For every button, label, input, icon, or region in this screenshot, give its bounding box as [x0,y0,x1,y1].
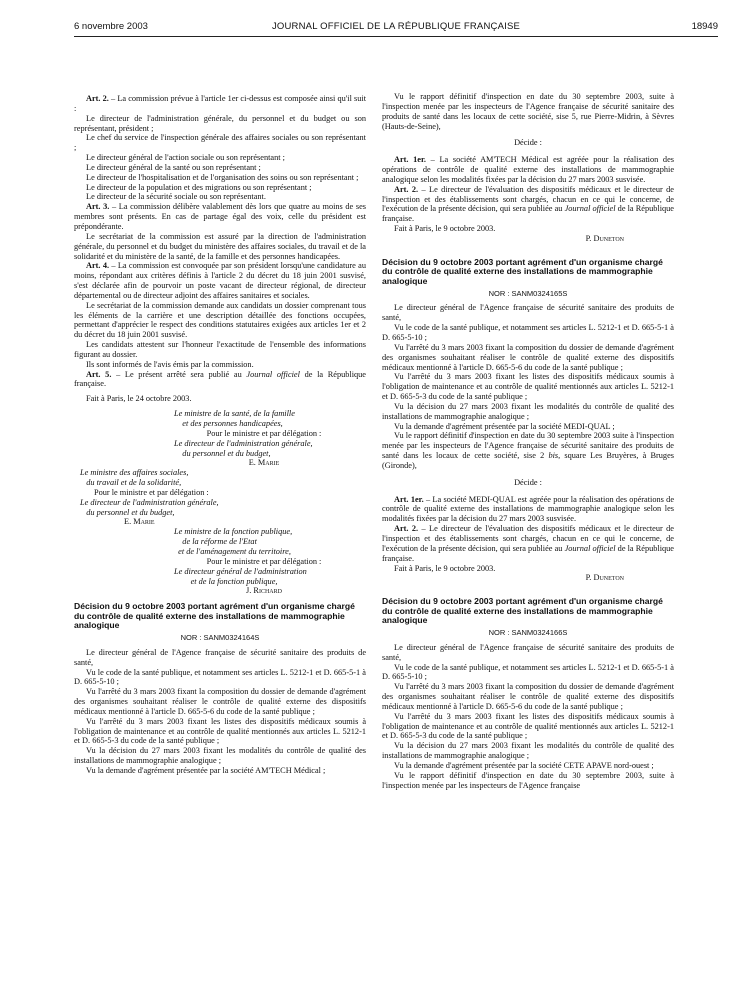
paragraph: Vu l'arrêté du 3 mars 2003 fixant la composition du dossier de demande d'agrément des organismes souhaitant réaliser le contrôle de qualité externe des dispositifs médicaux mentionné à l'article D. 665-5-6 du code de la santé publique ; [382,342,674,372]
signature-block-3: Le ministre de la fonction publique, de la réforme de l'Etat et de l'aménagement du territoire, Pour le ministre et par délégation : Le directeur général de l'administration et de la fonction publique, J. Richard [174,527,322,596]
member-item: Le directeur de l'administration générale, du personnel et du budget ou son représentant, président ; [74,113,366,133]
header-page-number: 18949 [691,21,718,32]
done-at: Fait à Paris, le 9 octobre 2003. [394,563,496,573]
right-column [382,92,674,791]
decision-title: Décision du 9 octobre 2003 portant agrément d'un organisme chargé du contrôle de qualité externe des installations de mammographie analogique [74,601,355,631]
article-2: Art. 2. – La commission prévue à l'article 1er ci-dessus est composée ainsi qu'il suit : [74,94,367,113]
paragraph: Vu la demande d'agrément présentée par la société AM'TECH Médical ; [86,765,326,775]
nor-reference: NOR : SANM0324164S [180,632,260,642]
paragraph: Vu la décision du 27 mars 2003 fixant les modalités du contrôle de qualité des installations de mammographie analogique ; [382,741,674,761]
paragraph: Vu la décision du 27 mars 2003 fixant les modalités du contrôle de qualité des installations de mammographie analogique ; [382,401,674,421]
article-3: Art. 3. – La commission délibère valablement dès lors que quatre au moins de ses membres sont présents. En cas de partage égal des voix, celle du président est prépondérante. [74,202,366,231]
article-2: Art. 2. – Le directeur de l'évaluation des dispositifs médicaux et le directeur de l'inspection et des établissements sont chargés, chacun en ce qui le concerne, de l'exécution de la présente décision, qui sera publiée au Journal officiel de la République française. [382,524,674,563]
decide-heading: Décide : [514,138,542,148]
nor-reference: NOR : SANM0324165S [488,288,568,298]
signature-block-1: Le ministre de la santé, de la famille et des personnes handicapées, Pour le ministre et par délégation : Le directeur de l'administration générale, du personnel et du budget, E. Marie [174,409,322,468]
paragraph: Le directeur général de l'Agence française de sécurité sanitaire des produits de santé, [382,303,674,323]
signature-block-2: Le ministre des affaires sociales, du travail et de la solidarité, Pour le ministre et par délégation : Le directeur de l'administration générale, du personnel et du budget, E. Marie [80,468,219,527]
paragraph: Vu le rapport définitif d'inspection en date du 30 septembre 2003 suite à l'inspection menée par les inspecteurs de l'Agence française de sécurité sanitaire des produits de santé dans les locaux de cette société, sise 2 bis, square Les Bruyères, à Bruges (Gironde), [382,431,674,470]
decision-title: Décision du 9 octobre 2003 portant agrément d'un organisme chargé du contrôle de qualité externe des installations de mammographie analogique [382,256,663,286]
paragraph: Vu la demande d'agrément présentée par la société MEDI-QUAL ; [394,421,615,431]
paragraph: Vu l'arrêté du 3 mars 2003 fixant les listes des dispositifs médicaux soumis à l'obligation de maintenance et au contrôle de qualité mentionnés aux articles L. 5212-1 et D. 665-5-3 du code de la santé publique ; [74,716,366,746]
decision-title: Décision du 9 octobre 2003 portant agrément d'un organisme chargé du contrôle de qualité externe des installations de mammographie analogique [382,596,663,626]
member-item: Le directeur de la sécurité sociale ou son représentant. [86,192,266,202]
header-date: 6 novembre 2003 [74,21,148,32]
paragraph: Vu le rapport définitif d'inspection en date du 30 septembre 2003, suite à l'inspection menée par les inspecteurs de l'Agence française de sécurité sanitaire des produits de santé dans les locaux de cette société, sise 5, rue Pierre-Midrin, à Sèvres (Hauts-de-Seine), [382,92,674,131]
done-at: Fait à Paris, le 9 octobre 2003. [394,224,496,234]
paragraph: Le directeur général de l'Agence française de sécurité sanitaire des produits de santé, [74,647,366,667]
paragraph: Vu le code de la santé publique, et notamment ses articles L. 5212-1 et D. 665-5-1 à D. 665-5-10 ; [382,662,674,682]
header-rule [74,36,718,37]
member-item: Le directeur de la population et des migrations ou son représentant ; [86,182,312,192]
paragraph: Vu le rapport définitif d'inspection en date du 30 septembre 2003, suite à l'inspection menée par les inspecteurs de l'Agence française [382,770,674,790]
paragraph: Vu le code de la santé publique, et notamment ses articles L. 5212-1 et D. 665-5-1 à D. 665-5-10 ; [382,323,674,342]
article-2: Art. 2. – Le directeur de l'évaluation des dispositifs médicaux et le directeur de l'inspection et des établissements sont chargés, chacun en ce qui le concerne, de l'exécution de la présente décision, qui sera publiée au Journal officiel de la République française. [382,184,674,224]
page-header [74,21,718,35]
paragraph: Le directeur général de l'Agence française de sécurité sanitaire des produits de santé, [382,642,674,662]
done-at: Fait à Paris, le 24 octobre 2003. [86,394,192,404]
paragraph: Vu l'arrêté du 3 mars 2003 fixant les listes des dispositifs médicaux soumis à l'obligation de maintenance et au contrôle de qualité mentionnés aux articles L. 5212-1 et D. 665-5-3 du code de la santé publique ; [382,372,674,402]
article-1: Art. 1er. – La société AM'TECH Médical est agréée pour la réalisation des opérations de contrôle de qualité externe des installations de mammographie analogique selon les modalités fixées par la décision du 27 mars 2003 susvisée. [382,155,674,184]
article-4: Art. 4. – La commission est convoquée par son président lorsqu'une candidature au moins, répondant aux critères définis à l'article 2 du décret du 18 juin 2001 susvisé, s'est déclarée afin de pourvoir un poste vacant de directeur régional, de directeur départemental ou de directeur adjoint des affaires sanitaires et sociales. [74,261,366,300]
nor-reference: NOR : SANM0324166S [488,628,568,637]
paragraph: Les candidats attestent sur l'honneur l'exactitude de l'ensemble des informations figurant au dossier. [74,340,366,359]
paragraph: Vu l'arrêté du 3 mars 2003 fixant la composition du dossier de demande d'agrément des organismes souhaitant réaliser le contrôle de qualité externe des dispositifs médicaux mentionné à l'article D. 665-5-6 du code de la santé publique ; [74,687,366,716]
member-item: Le directeur général de l'action sociale ou son représentant ; [86,153,285,163]
signatory: P. Duneton [585,573,624,583]
paragraph: Le secrétariat de la commission demande aux candidats un dossier comprenant tous les éléments de la carrière et une description détaillée des fonctions occupées, permettant d'apprécier le respect des conditions statutaires exigées aux articles 1er et 2 du décret du 18 juin 2001 susvisé. [74,300,366,340]
decide-heading: Décide : [514,477,542,487]
header-title: JOURNAL OFFICIEL DE LA RÉPUBLIQUE FRANÇAISE [271,21,521,32]
paragraph: Vu l'arrêté du 3 mars 2003 fixant les listes des dispositifs médicaux soumis à l'obligation de maintenance et au contrôle de qualité mentionnés aux articles L. 5212-1 et D. 665-5-3 du code de la santé publique ; [382,711,674,741]
member-item: Le directeur général de la santé ou son représentant ; [86,162,261,172]
paragraph: Vu la décision du 27 mars 2003 fixant les modalités du contrôle de qualité des installations de mammographie analogique ; [74,746,366,766]
paragraph: Vu le code de la santé publique, et notamment ses articles L. 5212-1 et D. 665-5-1 à D. 665-5-10 ; [74,667,366,687]
member-item: Le directeur de l'hospitalisation et de l'organisation des soins ou son représentant ; [86,172,359,182]
paragraph: Le secrétariat de la commission est assuré par la direction de l'administration générale, du personnel et du budget du ministère des affaires sociales, du travail et de la solidarité et du ministère de la santé, de la famille et des personnes handicapées. [74,231,366,261]
paragraph: Vu l'arrêté du 3 mars 2003 fixant la composition du dossier de demande d'agrément des organismes souhaitant réaliser le contrôle de qualité externe des dispositifs médicaux mentionné à l'article D. 665-5-6 du code de la santé publique ; [382,682,674,711]
left-column [74,94,366,776]
member-item: Le chef du service de l'inspection générale des affaires sociales ou son représentant ; [74,133,366,153]
paragraph: Ils sont informés de l'avis émis par la commission. [86,359,254,369]
paragraph: Vu la demande d'agrément présentée par la société CETE APAVE nord-ouest ; [394,760,654,770]
article-1: Art. 1er. – La société MEDI-QUAL est agréée pour la réalisation des opérations de contrôle de qualité externe des installations de mammographie analogique selon les modalités fixées par la décision du 27 mars 2003 susvisée. [382,494,674,524]
signatory: P. Duneton [585,233,624,243]
article-5: Art. 5. – Le présent arrêté sera publié au Journal officiel de la République française. [74,369,366,389]
